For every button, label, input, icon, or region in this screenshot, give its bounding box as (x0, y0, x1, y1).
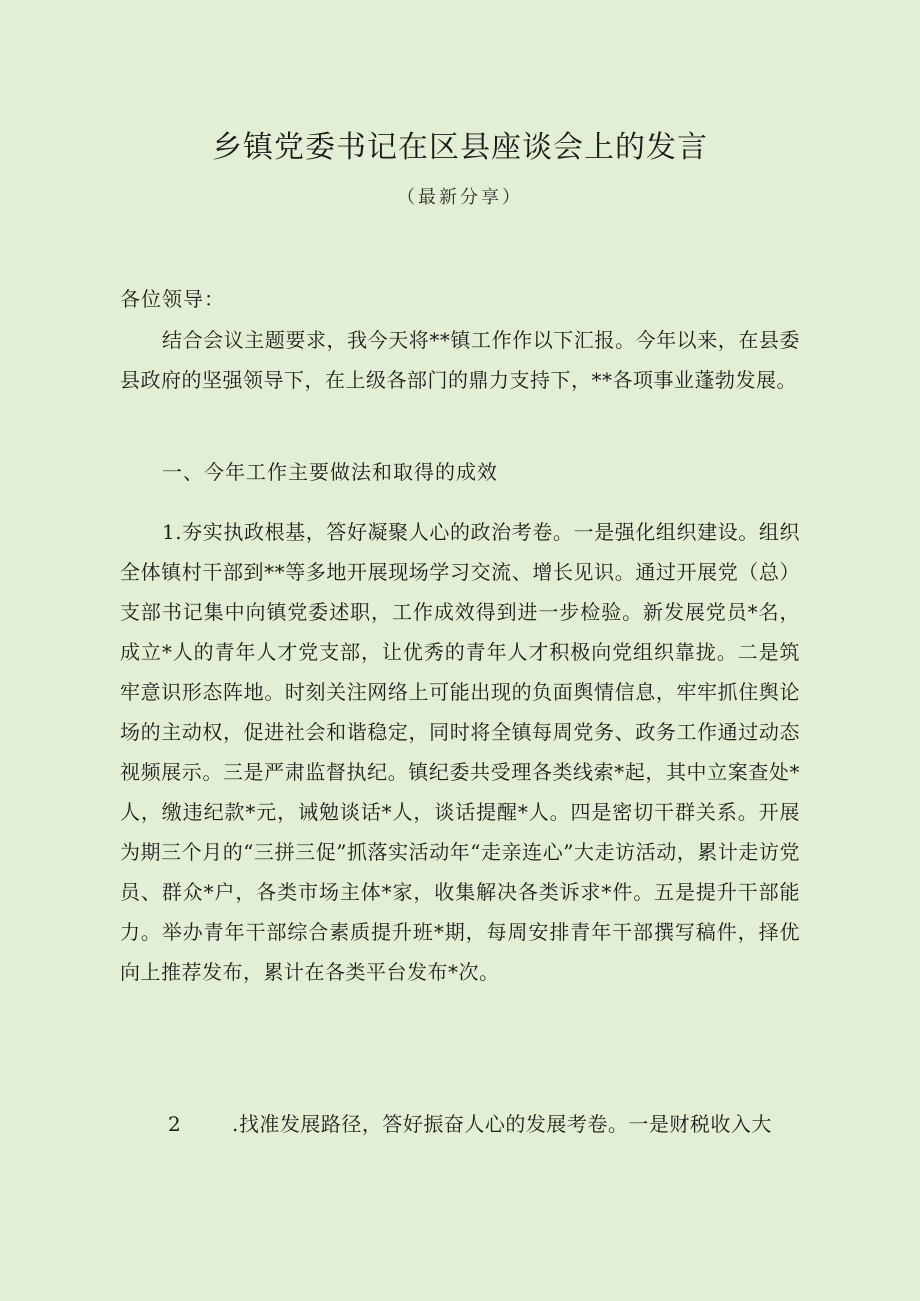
document-subtitle: （最新分享） (397, 187, 523, 208)
salutation: 各位领导： (120, 287, 225, 311)
section-heading-one: 一、今年工作主要做法和取得的成效 (162, 460, 498, 484)
paragraph-one: 1.夯实执政根基，答好凝聚人心的政治考卷。一是强化组织建设。组织全体镇村干部到**等多地开展现场学习交流、增长见识。通过开展党（总）支部书记集中向镇党委述职，工作成效得到进一步检验。新发展党员*名，成立*人的青年人才党支部，让优秀的青年人才积极向党组织靠拢。二是筑牢意识形态阵地。时刻关注网络上可能出现的负面舆情信息，牢牢抓住舆论场的主动权，促进社会和谐稳定，同时将全镇每周党务、政务工作通过动态视频展示。三是严肃监督执纪。镇纪委共受理各类线索*起，其中立案查处*人，缴违纪款*元，诫勉谈话*人，谈话提醒*人。四是密切干群关系。开展为期三个月的“三拼三促”抓落实活动年“走亲连心”大走访活动，累计走访党员、群众*户，各类市场主体*家，收集解决各类诉求*件。五是提升干部能力。举办青年干部综合素质提升班*期，每周安排青年干部撰写稿件，择优向上推荐发布，累计在各类平台发布*次。 (120, 520, 800, 984)
paragraph-two (120, 1104, 800, 1144)
intro-paragraph: 结合会议主题要求，我今天将**镇工作作以下汇报。今年以来，在县委县政府的坚强领导下，在上级各部门的鼎力支持下，**各项事业蓬勃发展。 (120, 328, 800, 392)
paragraph-two-text: .找准发展路径，答好振奋人心的发展考卷。一是财税收入大 (232, 1112, 772, 1136)
document-title: 乡镇党委书记在区县座谈会上的发言 (212, 130, 708, 165)
paragraph-two-number: 2 (168, 1112, 182, 1136)
